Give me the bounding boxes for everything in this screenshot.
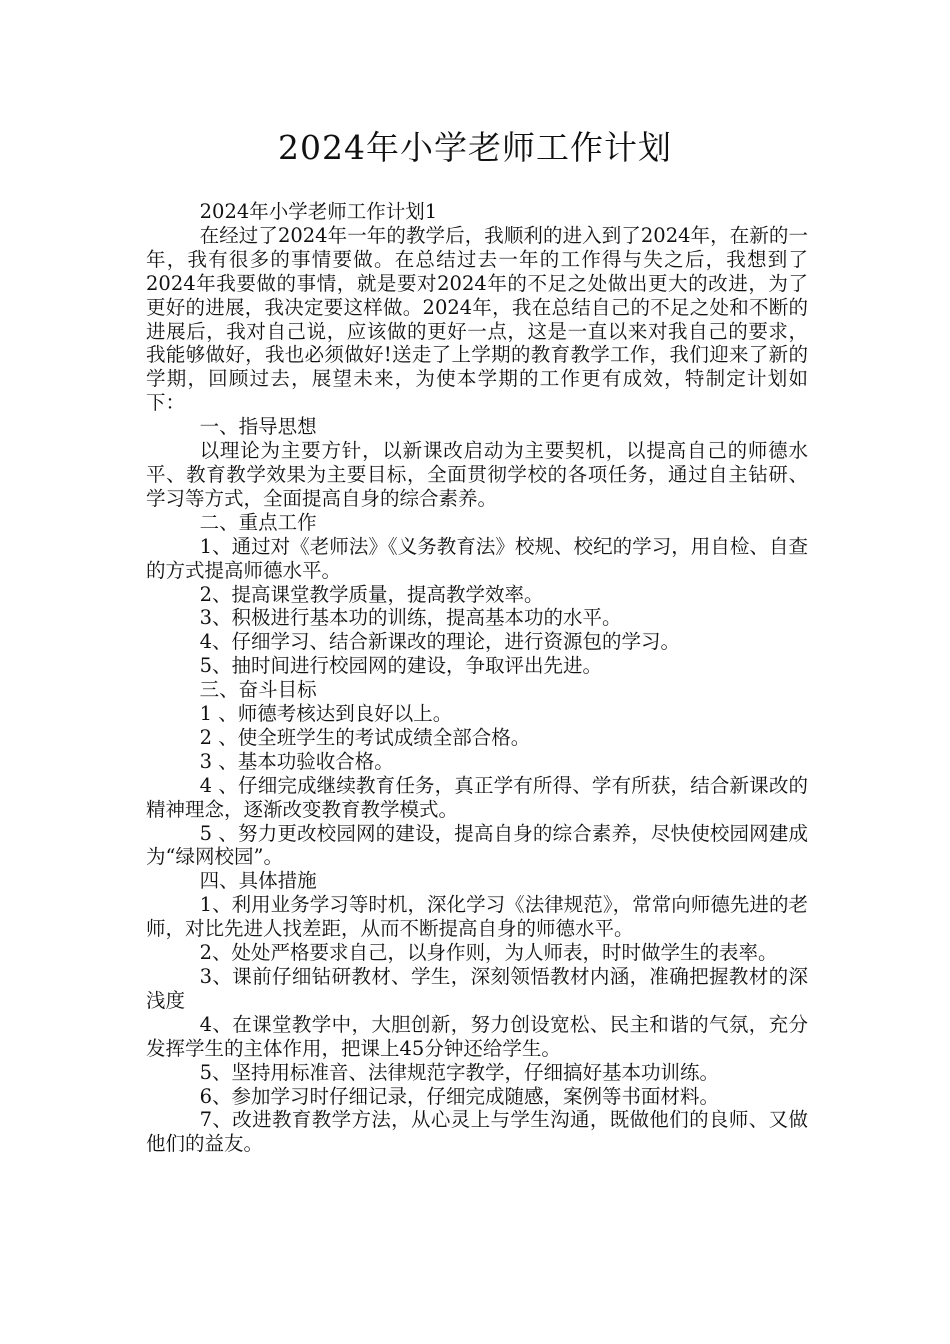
subtitle-paragraph: 2024年小学老师工作计划1 [199,200,438,223]
list-item: 3、课前仔细钻研教材、学生，深刻领悟教材内涵，准确把握教材的深浅度 [146,965,808,1012]
list-item: 2、提高课堂教学质量，提高教学效率。 [199,582,544,606]
list-item: 2、处处严格要求自己，以身作则，为人师表，时时做学生的表率。 [199,941,778,965]
document-title: 2024年小学老师工作计划 [278,128,672,167]
list-item: 5、抽时间进行校园网的建设，争取评出先进。 [199,654,603,678]
section-heading: 二、重点工作 [199,510,317,534]
list-item: 2 、使全班学生的考试成绩全部合格。 [199,725,531,749]
section-heading: 一、指导思想 [199,415,317,439]
section-heading: 三、奋斗目标 [199,678,317,702]
document-body [146,200,808,1156]
section-heading: 四、具体措施 [199,869,317,893]
list-item: 4、在课堂教学中，大胆创新，努力创设宽松、民主和谐的气氛，充分发挥学生的主体作用，把课上45分钟还给学生。 [146,1012,808,1060]
list-item: 7、改进教育教学方法，从心灵上与学生沟通，既做他们的良师、又做他们的益友。 [146,1108,808,1156]
list-item: 6、参加学习时仔细记录，仔细完成随感，案例等书面材料。 [199,1084,720,1108]
intro-paragraph: 在经过了2024年一年的教学后，我顺利的进入到了2024年，在新的一年，我有很多的事情要做。在总结过去一年的工作得与失之后，我想到了2024年我要做的事情，就是要对2024年的不足之处做出更大的改进，为了更好的进展，我决定要这样做。2024年，我在总结自己的不足之处和不断的进展后，我对自己说，应该做的更好一点，这是一直以来对我自己的要求，我能够做好，我也必须做好!送走了上学期的教育教学工作，我们迎来了新的学期，回顾过去，展望未来，为使本学期的工作更有成效，特制定计划如下： [146,223,808,415]
list-item: 5、坚持用标准音、法律规范字教学，仔细搞好基本功训练。 [199,1060,720,1084]
list-item: 4、仔细学习、结合新课改的理论，进行资源包的学习。 [199,630,681,654]
body-paragraph: 以理论为主要方针，以新课改启动为主要契机，以提高自己的师德水平、教育教学效果为主要目标，全面贯彻学校的各项任务，通过自主钻研、学习等方式，全面提高自身的综合素养。 [146,439,808,510]
list-item: 5 、努力更改校园网的建设，提高自身的综合素养，尽快使校园网建成为“绿网校园”。 [146,821,808,869]
list-item: 3、积极进行基本功的训练，提高基本功的水平。 [199,606,622,630]
list-item: 1 、师德考核达到良好以上。 [199,702,453,726]
list-item: 3 、基本功验收合格。 [199,749,394,773]
list-item: 4 、仔细完成继续教育任务，真正学有所得、学有所获，结合新课改的精神理念，逐渐改变教育教学模式。 [146,773,808,821]
list-item: 1、通过对《老师法》《义务教育法》校规、校纪的学习，用自检、自查的方式提高师德水平。 [146,534,808,582]
list-item: 1、利用业务学习等时机，深化学习《法律规范》，常常向师德先进的老师，对比先进人找差距，从而不断提高自身的师德水平。 [146,893,808,941]
